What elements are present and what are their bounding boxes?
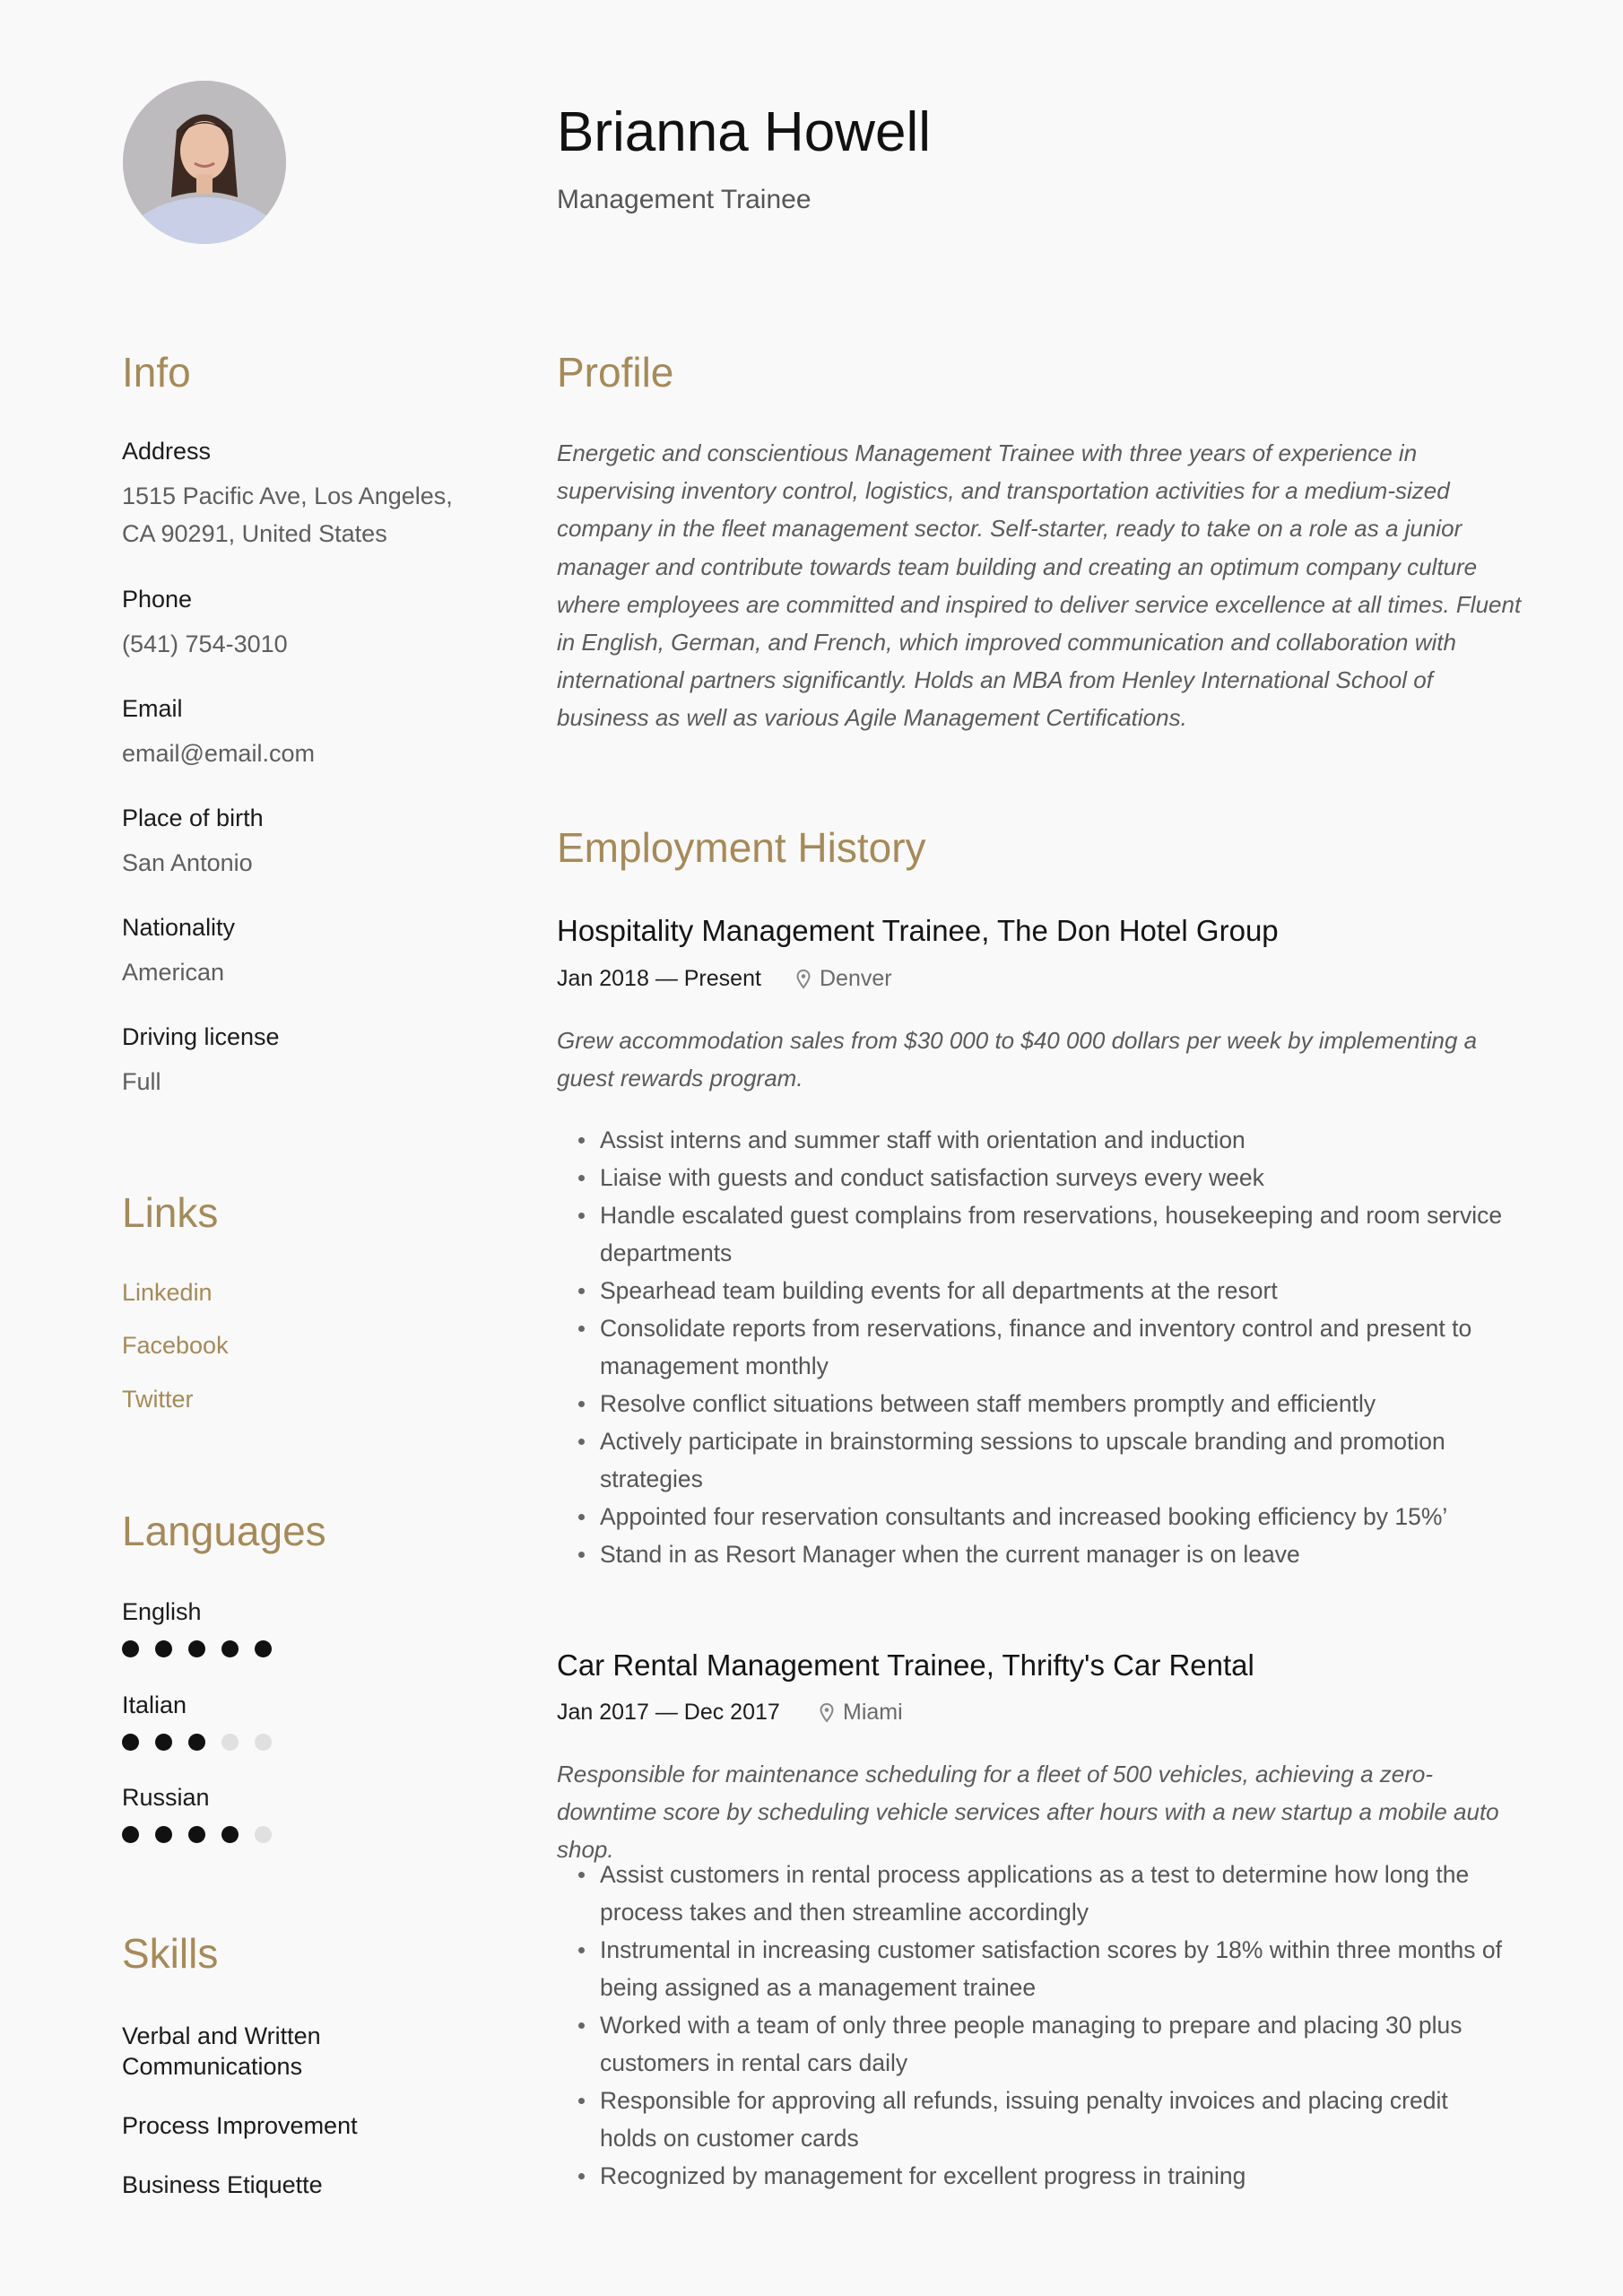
job-summary: Responsible for maintenance scheduling for a fleet of 500 vehicles, achieving a zero-downtime score by scheduling vehicle services after hours with a new startup a mobile auto shop. — [557, 1761, 1499, 1863]
job-bullet-item: Spearhead team building events for all departments at the resort — [557, 1272, 1507, 1309]
skill-item: Verbal and Written Communications — [122, 2022, 321, 2080]
email-label: Email — [122, 695, 183, 722]
language-level — [122, 1734, 272, 1751]
job-bullet-item: Stand in as Resort Manager when the current manager is on leave — [557, 1535, 1507, 1573]
job-bullet-item: Handle escalated guest complains from reservations, housekeeping and room service departments — [557, 1196, 1507, 1272]
birth-label: Place of birth — [122, 804, 264, 831]
address-line-1: 1515 Pacific Ave, Los Angeles, — [122, 483, 453, 509]
facebook-link[interactable]: Facebook — [122, 1332, 229, 1359]
profile-photo-image — [123, 81, 286, 244]
location-pin-icon — [796, 970, 811, 989]
skills-heading: Skills — [122, 1930, 219, 1977]
level-dot-filled — [221, 1826, 239, 1843]
job-location — [820, 1700, 903, 1726]
license-label: Driving license — [122, 1023, 280, 1050]
nationality-label: Nationality — [122, 914, 236, 941]
job-title: Hospitality Management Trainee, The Don Hotel Group — [557, 914, 1279, 947]
language-level — [122, 1826, 272, 1843]
level-dot-filled — [188, 1826, 205, 1843]
job-bullet-item: Assist interns and summer staff with orientation and induction — [557, 1121, 1507, 1159]
job-bullet-item: Responsible for approving all refunds, issuing penalty invoices and placing credit holds on customer cards — [557, 2082, 1507, 2157]
languages-heading: Languages — [122, 1508, 326, 1554]
level-dot-empty — [255, 1826, 272, 1843]
location-pin-icon — [820, 1703, 834, 1723]
level-dot-empty — [255, 1734, 272, 1751]
links-heading: Links — [122, 1189, 219, 1236]
level-dot-empty — [221, 1734, 239, 1751]
profile-text: Energetic and conscientious Management Trainee with three years of experience in supervising inventory control, logistics, and transportation activities for a medium-sized company in the fleet management sector. Self-starter, ready to take on a role as a junior manager and contribute towards team building and creating an optimum company culture where employees are committed and inspired to deliver service excellence at all times. Fluent in English, German, and French, which improved communication and collaboration with international partners significantly. Holds an MBA from Henley International School of business as well as various Agile Management Certifications. — [557, 439, 1522, 732]
level-dot-filled — [255, 1640, 272, 1657]
phone-value: (541) 754-3010 — [122, 631, 288, 657]
skill-item: Process Improvement — [122, 2112, 358, 2139]
license-value: Full — [122, 1068, 161, 1095]
job-bullet-item: Instrumental in increasing customer satisfaction scores by 18% within three months of being assigned as a management trainee — [557, 1931, 1507, 2006]
profile-heading: Profile — [557, 349, 674, 396]
job-title: Car Rental Management Trainee, Thrifty's Car Rental — [557, 1648, 1254, 1682]
candidate-role: Management Trainee — [557, 185, 812, 214]
email-value: email@email.com — [122, 740, 315, 767]
linkedin-link[interactable]: Linkedin — [122, 1279, 213, 1306]
employment-heading: Employment History — [557, 824, 926, 871]
level-dot-filled — [122, 1640, 139, 1657]
level-dot-filled — [155, 1734, 172, 1751]
job-bullet-item: Appointed four reservation consultants and increased booking efficiency by 15%’ — [557, 1498, 1507, 1535]
job-location — [796, 966, 892, 992]
job-dates: Jan 2017 — Dec 2017 — [557, 1700, 780, 1725]
job-bullet-item: Assist customers in rental process applications as a test to determine how long the process takes and then streamline accordingly — [557, 1856, 1507, 1931]
job-summary: Grew accommodation sales from $30 000 to $40 000 dollars per week by implementing a guest rewards program. — [557, 1027, 1478, 1091]
job-bullet-item: Resolve conflict situations between staff members promptly and efficiently — [557, 1385, 1507, 1422]
level-dot-filled — [122, 1826, 139, 1843]
candidate-name: Brianna Howell — [557, 101, 931, 163]
language-name: Italian — [122, 1692, 187, 1718]
level-dot-filled — [221, 1640, 239, 1657]
language-level — [122, 1640, 272, 1657]
job-bullets — [557, 1121, 1507, 1573]
job-bullet-item: Worked with a team of only three people managing to prepare and placing 30 plus customers in rental cars daily — [557, 2006, 1507, 2082]
skill-item: Business Etiquette — [122, 2171, 323, 2198]
job-bullet-item: Actively participate in brainstorming sessions to upscale branding and promotion strategies — [557, 1422, 1507, 1498]
level-dot-filled — [188, 1640, 205, 1657]
birth-value: San Antonio — [122, 849, 253, 876]
job-location-text: Miami — [843, 1700, 903, 1725]
job-location-text: Denver — [820, 966, 892, 991]
job-bullet-item: Consolidate reports from reservations, finance and inventory control and present to management monthly — [557, 1309, 1507, 1385]
address-line-2: CA 90291, United States — [122, 520, 387, 547]
level-dot-filled — [155, 1826, 172, 1843]
job-dates: Jan 2018 — Present — [557, 966, 761, 991]
job-bullets — [557, 1856, 1507, 2195]
profile-photo — [123, 81, 286, 244]
job-bullet-item: Liaise with guests and conduct satisfaction surveys every week — [557, 1159, 1507, 1196]
phone-label: Phone — [122, 586, 193, 613]
job-bullet-item: Recognized by management for excellent progress in training — [557, 2157, 1507, 2195]
info-heading: Info — [122, 349, 191, 396]
language-name: Russian — [122, 1784, 210, 1811]
level-dot-filled — [155, 1640, 172, 1657]
nationality-value: American — [122, 959, 225, 986]
twitter-link[interactable]: Twitter — [122, 1386, 194, 1413]
address-label: Address — [122, 438, 212, 465]
level-dot-filled — [188, 1734, 205, 1751]
language-name: English — [122, 1598, 202, 1625]
level-dot-filled — [122, 1734, 139, 1751]
